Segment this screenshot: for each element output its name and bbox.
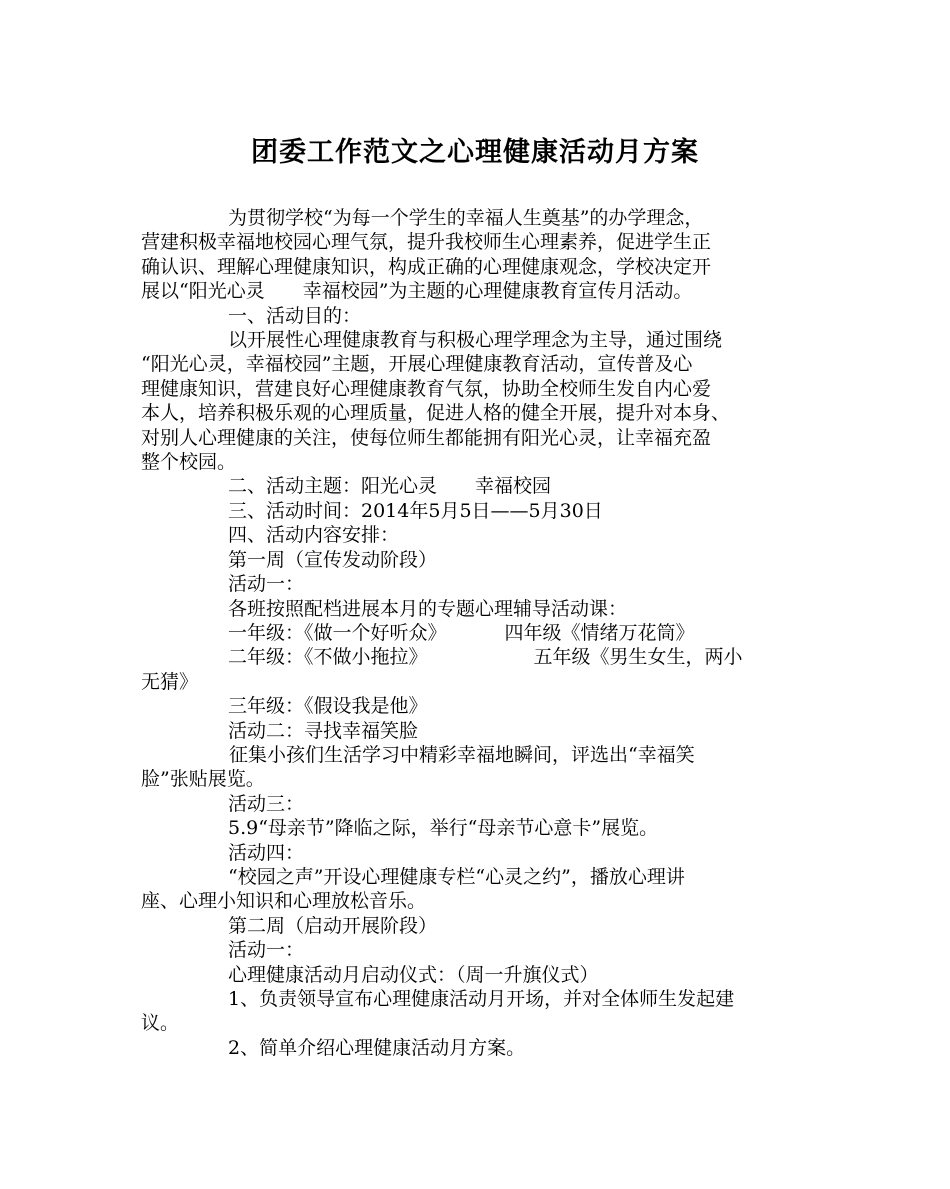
paragraph-line: 心理健康活动月启动仪式：（周一升旗仪式） — [228, 963, 599, 986]
paragraph-line: 座、心理小知识和心理放松音乐。 — [141, 890, 427, 913]
paragraph-line: 对别人心理健康的关注，使每位师生都能拥有阳光心灵，让幸福充盈 — [141, 426, 712, 449]
paragraph-line: 以开展性心理健康教育与积极心理学理念为主导，通过围绕 — [228, 329, 723, 352]
paragraph-line: 脸”张贴展览。 — [141, 768, 265, 791]
grade-row — [141, 621, 817, 645]
grade-course: 四年级《情绪万花筒》 — [504, 621, 695, 644]
paragraph-line: 整个校园。 — [141, 451, 237, 474]
grade-course: 五年级《男生女生，两小 — [533, 646, 743, 669]
paragraph-line: “校园之声”开设心理健康专栏“心灵之约”，播放心理讲 — [228, 865, 685, 888]
paragraph-line: 1、负责领导宣布心理健康活动月开场，并对全体师生发起建 — [228, 988, 735, 1010]
section-heading: 一、活动目的： — [228, 304, 362, 327]
paragraph-line: 无猜》 — [141, 670, 199, 693]
activity-label: 活动四： — [228, 841, 305, 864]
grade-course: 二年级：《不做小拖拉》 — [228, 646, 428, 669]
paragraph-line: 各班按照配档进展本月的专题心理辅导活动课： — [228, 597, 628, 620]
activity-label: 活动三： — [228, 792, 305, 815]
paragraph-line: 2、简单介绍心理健康活动月方案。 — [228, 1036, 526, 1059]
activity-label: 活动一： — [228, 573, 305, 596]
week-heading: 第一周（宣传发动阶段） — [228, 548, 438, 571]
section-heading: 三、活动时间：2014年5月5日——5月30日 — [228, 499, 603, 522]
paragraph-line: 本人，培养积极乐观的心理质量，促进人格的健全开展，提升对本身、 — [141, 402, 731, 425]
grade-course: 一年级：《做一个好听众》 — [228, 621, 447, 644]
activity-label: 活动二：寻找幸福笑脸 — [228, 719, 419, 742]
paragraph-line: 议。 — [141, 1012, 180, 1035]
document-body — [141, 206, 817, 1060]
week-heading: 第二周（启动开展阶段） — [228, 914, 438, 937]
paragraph-line: 理健康知识，营建良好心理健康教育气氛，协助全校师生发自内心爱 — [141, 377, 712, 400]
paragraph-line: 展以“阳光心灵 幸福校园”为主题的心理健康教育宣传月活动。 — [141, 280, 693, 303]
paragraph-line: 确认识、理解心理健康知识，构成正确的心理健康观念，学校决定开 — [141, 255, 712, 278]
document-title: 团委工作范文之心理健康活动月方案 — [251, 137, 699, 168]
paragraph-line: 5.9“母亲节”降临之际，举行“母亲节心意卡”展览。 — [228, 817, 659, 840]
section-heading: 二、活动主题：阳光心灵 幸福校园 — [228, 475, 552, 498]
paragraph-line: 为贯彻学校“为每一个学生的幸福人生奠基”的办学理念， — [228, 207, 704, 229]
paragraph-line: 征集小孩们生活学习中精彩幸福地瞬间，评选出“幸福笑 — [229, 743, 695, 766]
grade-row: 三年级：《假设我是他》 — [228, 695, 428, 718]
section-heading: 四、活动内容安排： — [228, 524, 400, 547]
grade-row — [141, 645, 817, 669]
activity-label: 活动一： — [228, 939, 305, 962]
paragraph-line: 营建积极幸福地校园心理气氛，提升我校师生心理素养，促进学生正 — [141, 231, 712, 254]
paragraph-line: “阳光心灵，幸福校园”主题，开展心理健康教育活动，宣传普及心 — [141, 353, 693, 376]
